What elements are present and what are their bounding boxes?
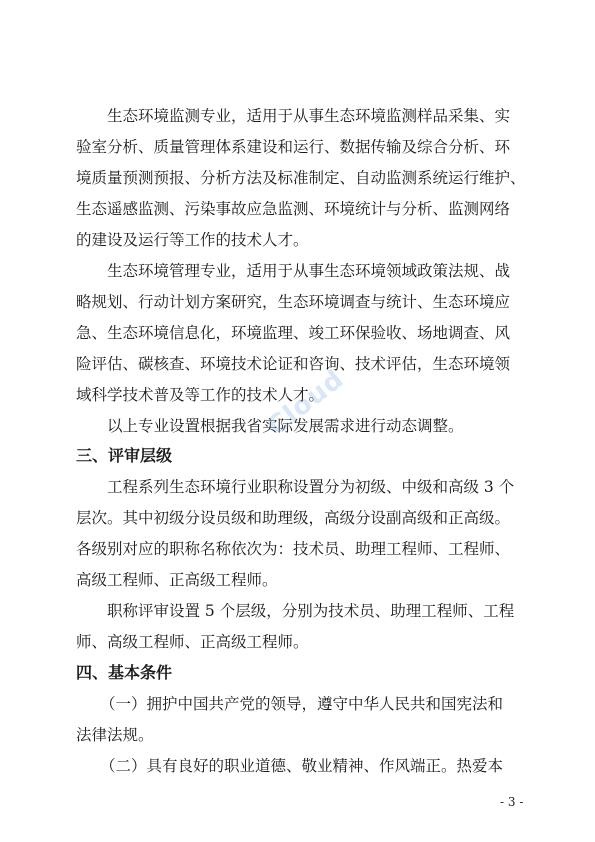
body-text-line: 的建设及运行等工作的技术人才。 bbox=[76, 231, 309, 249]
body-text-line: 域科学技术普及等工作的技术人才。 bbox=[76, 386, 325, 404]
body-text-line: 生态遥感监测、污染事故应急监测、环境统计与分析、监测网络 bbox=[76, 200, 511, 218]
body-text-line: 师、高级工程师、正高级工程师。 bbox=[76, 633, 309, 651]
watermark: Cloud bbox=[262, 364, 350, 442]
body-text-line: 以上专业设置根据我省实际发展需求进行动态调整。 bbox=[107, 417, 464, 435]
body-text-line: 生态环境监测专业，适用于从事生态环境监测样品采集、实 bbox=[107, 107, 511, 125]
body-text-line: 工程系列生态环境行业职称设置分为初级、中级和高级 3 个 bbox=[107, 478, 515, 496]
body-text-line: 各级别对应的职称名称依次为：技术员、助理工程师、工程师、 bbox=[76, 540, 511, 558]
section-heading-conditions: 四、基本条件 bbox=[76, 663, 173, 682]
section-heading-levels: 三、评审层级 bbox=[76, 446, 173, 465]
body-text-line: 层次。其中初级分设员级和助理级，高级分设副高级和正高级。 bbox=[76, 509, 511, 527]
body-text-line: 法律法规。 bbox=[76, 726, 154, 744]
body-text-line: 验室分析、质量管理体系建设和运行、数据传输及综合分析、环 bbox=[76, 138, 511, 156]
page-number: - 3 - bbox=[500, 795, 524, 809]
body-text-line: 急、生态环境信息化，环境监理、竣工环保验收、场地调查、风 bbox=[76, 324, 511, 342]
body-text-line: （二）具有良好的职业道德、敬业精神、作风端正。热爱本 bbox=[100, 757, 504, 775]
body-text-line: 职称评审设置 5 个层级，分别为技术员、助理工程师、工程 bbox=[107, 602, 515, 620]
body-text-line: 险评估、碳核查、环境技术论证和咨询、技术评估，生态环境领 bbox=[76, 355, 511, 373]
body-text-line: 生态环境管理专业，适用于从事生态环境领域政策法规、战 bbox=[107, 262, 511, 280]
body-text-line: （一）拥护中国共产党的领导，遵守中华人民共和国宪法和 bbox=[100, 695, 504, 713]
body-text-line: 境质量预测预报、分析方法及标准制定、自动监测系统运行维护、 bbox=[76, 169, 526, 187]
body-text-line: 高级工程师、正高级工程师。 bbox=[76, 571, 278, 589]
body-text-line: 略规划、行动计划方案研究，生态环境调查与统计、生态环境应 bbox=[76, 293, 511, 311]
